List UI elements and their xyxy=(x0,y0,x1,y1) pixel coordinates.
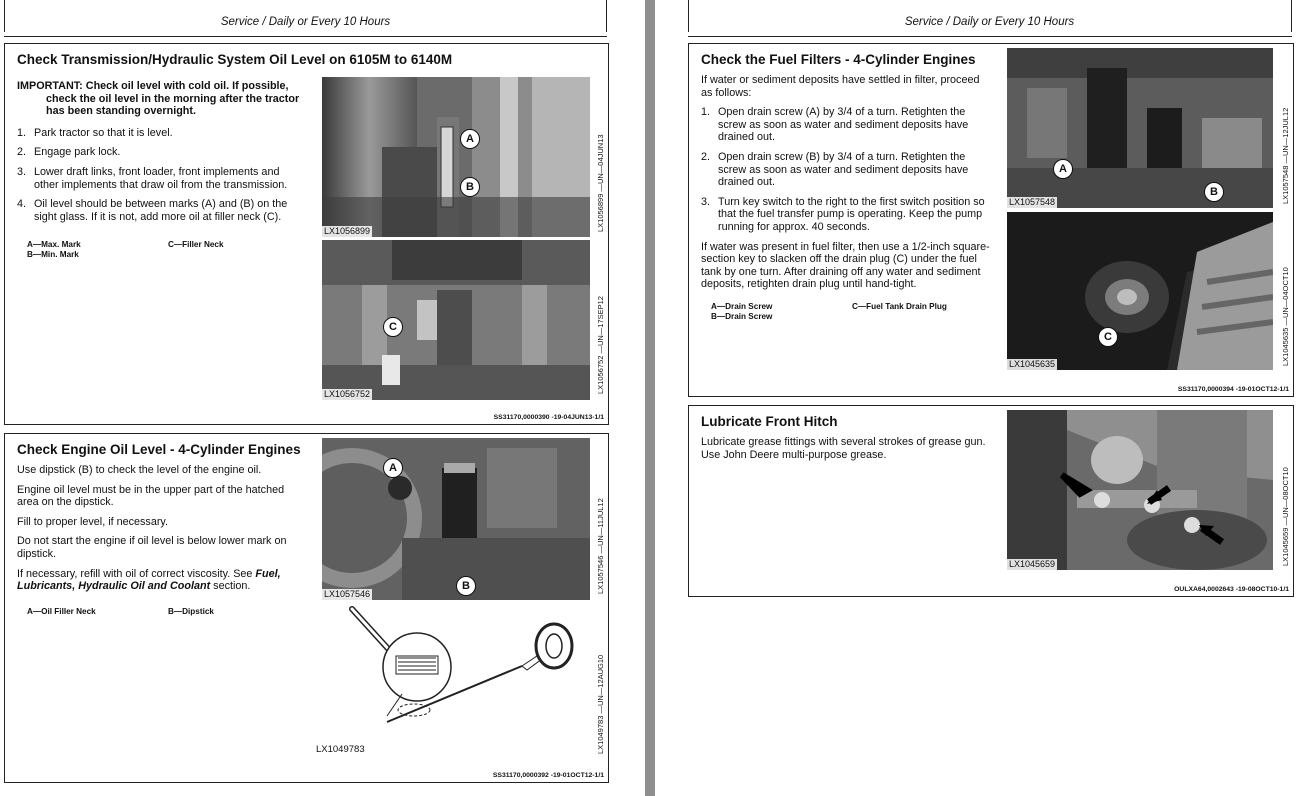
paragraph: Lubricate grease fittings with several strokes of grease gun. Use John Deere multi-purpose grease. xyxy=(701,436,986,461)
paragraph: If water was present in fuel filter, then use a 1/2-inch square-section key to slacken off the drain plug (C) under the fuel tank by one turn. After draining off any water and sediment deposits, retighten drain plug until hand-tight. xyxy=(701,240,990,291)
photo-reference: LX1049783 —UN—12AUG10 xyxy=(596,654,605,754)
document-id: OULXA64,0002643 -19-08OCT10-1/1 xyxy=(1174,586,1289,593)
page-header: Service / Daily or Every 10 Hours xyxy=(220,16,391,28)
photo-reference: LX1056752 —UN—17SEP12 xyxy=(596,296,605,394)
legend xyxy=(168,240,224,250)
transmission-body xyxy=(17,80,307,230)
legend-item-a: A—Max. Mark xyxy=(27,240,81,249)
legend xyxy=(168,607,214,617)
right-page-edge xyxy=(1291,0,1292,32)
header-rule xyxy=(688,36,1292,37)
transmission-section xyxy=(4,43,609,425)
legend-item-a: A—Oil Filler Neck xyxy=(27,607,96,616)
callout-c: C xyxy=(383,317,403,337)
important-note: IMPORTANT: Check oil level with cold oil. If possible, check the oil level in the morning after the tractor has been standing overnight. xyxy=(17,80,300,118)
paragraph: Do not start the engine if oil level is below lower mark on dipstick. xyxy=(17,535,287,560)
callout-b: B xyxy=(456,576,476,596)
legend xyxy=(27,240,81,260)
document-id: SS31170,0000394 -19-01OCT12-1/1 xyxy=(1177,386,1289,393)
drawing-id: LX1049783 xyxy=(316,744,365,755)
legend xyxy=(27,607,96,617)
sight-glass-photo xyxy=(322,77,590,237)
paragraph: If necessary, refill with oil of correct viscosity. See Fuel, Lubricants, Hydraulic Oil and Coolant section. xyxy=(17,567,281,593)
paragraph: Fill to proper level, if necessary. xyxy=(17,515,169,528)
engine-photo xyxy=(322,438,590,600)
document-id: SS31170,0000390 -19-04JUN13-1/1 xyxy=(493,414,604,421)
photo-id: LX1056899 xyxy=(324,226,371,236)
paragraph: Engine oil level must be in the upper part of the hatched area on the dipstick. xyxy=(17,483,285,509)
engine-oil-section xyxy=(4,433,609,783)
section-title: Check Engine Oil Level - 4-Cylinder Engines xyxy=(17,442,301,457)
step-item: 2. Engage park lock. xyxy=(17,146,121,159)
callout-b: B xyxy=(1204,182,1224,202)
fuel-filters-body xyxy=(701,74,991,298)
callout-c: C xyxy=(1098,327,1118,347)
photo-reference: LX1057548 —UN—12JUL12 xyxy=(1281,107,1290,204)
front-hitch-section xyxy=(688,405,1294,597)
photo-id: LX1057546 xyxy=(324,589,371,599)
fuel-filters-section xyxy=(688,43,1294,397)
legend xyxy=(711,302,772,322)
step-item: 1. Open drain screw (A) by 3/4 of a turn. Retighten the screw as soon as water and sediment deposits have drained out. xyxy=(701,106,969,144)
legend-item-a: A—Drain Screw xyxy=(711,302,773,311)
legend xyxy=(852,302,947,312)
engine-oil-body xyxy=(17,464,307,600)
front-hitch-body xyxy=(701,436,991,468)
photo-id: LX1056752 xyxy=(324,389,371,399)
step-item: 4. Oil level should be between marks (A) and (B) on the sight glass. If it is not, add more oil at filler neck (C). xyxy=(17,198,288,223)
dipstick-drawing xyxy=(322,604,590,754)
legend-item-c: C—Filler Neck xyxy=(168,240,224,249)
paragraph: Use dipstick (B) to check the level of the engine oil. xyxy=(17,464,262,476)
legend-item-b: B—Min. Mark xyxy=(27,250,79,259)
cross-reference: Fuel, Lubricants, Hydraulic Oil and Coolant xyxy=(17,567,281,593)
section-title: Check the Fuel Filters - 4-Cylinder Engines xyxy=(701,52,976,67)
callout-a: A xyxy=(383,458,403,478)
photo-reference: LX1057546 —UN—11JUL12 xyxy=(596,498,605,594)
document-id: SS31170,0000392 -19-01OCT12-1/1 xyxy=(492,772,604,779)
page-gutter xyxy=(645,0,655,796)
callout-a: A xyxy=(460,129,480,149)
fuel-filter-photo xyxy=(1007,48,1273,208)
photo-id: LX1045635 xyxy=(1009,359,1056,369)
left-page xyxy=(0,0,645,796)
header-rule xyxy=(4,36,607,37)
legend-item-c: C—Fuel Tank Drain Plug xyxy=(852,302,947,311)
photo-reference: LX1056899 —UN—04JUN13 xyxy=(596,134,605,232)
right-page xyxy=(655,0,1306,796)
step-item: 1. Park tractor so that it is level. xyxy=(17,126,173,139)
section-title: Lubricate Front Hitch xyxy=(701,414,838,429)
photo-reference: LX1045659 —UN—08OCT10 xyxy=(1281,467,1290,566)
step-item: 3. Turn key switch to the right to the first switch position so that the fuel transfer pump is operating. Keep the pump running for approx. 40 seconds. xyxy=(701,195,985,233)
steps-list xyxy=(701,106,991,233)
photo-id: LX1057548 xyxy=(1009,197,1056,207)
section-title: Check Transmission/Hydraulic System Oil Level on 6105M to 6140M xyxy=(17,52,453,67)
callout-a: A xyxy=(1053,159,1073,179)
fuel-tank-photo xyxy=(1007,212,1273,370)
callout-b: B xyxy=(460,177,480,197)
page-header: Service / Daily or Every 10 Hours xyxy=(904,16,1075,28)
front-hitch-photo xyxy=(1007,410,1273,570)
step-item: 2. Open drain screw (B) by 3/4 of a turn. Retighten the screw as soon as water and sediment deposits have drained out. xyxy=(701,150,969,189)
legend-item-b: B—Drain Screw xyxy=(711,312,773,321)
steps-list xyxy=(17,127,307,224)
filler-neck-photo xyxy=(322,240,590,400)
paragraph: If water or sediment deposits have settled in filter, proceed as follows: xyxy=(701,74,980,99)
photo-reference: LX1045635 —UN—04OCT10 xyxy=(1281,267,1290,366)
photo-id: LX1045659 xyxy=(1009,559,1056,569)
legend-item-b: B—Dipstick xyxy=(168,607,214,616)
step-item: 3. Lower draft links, front loader, front implements and other implements that draw oil from the transmission. xyxy=(17,165,288,191)
